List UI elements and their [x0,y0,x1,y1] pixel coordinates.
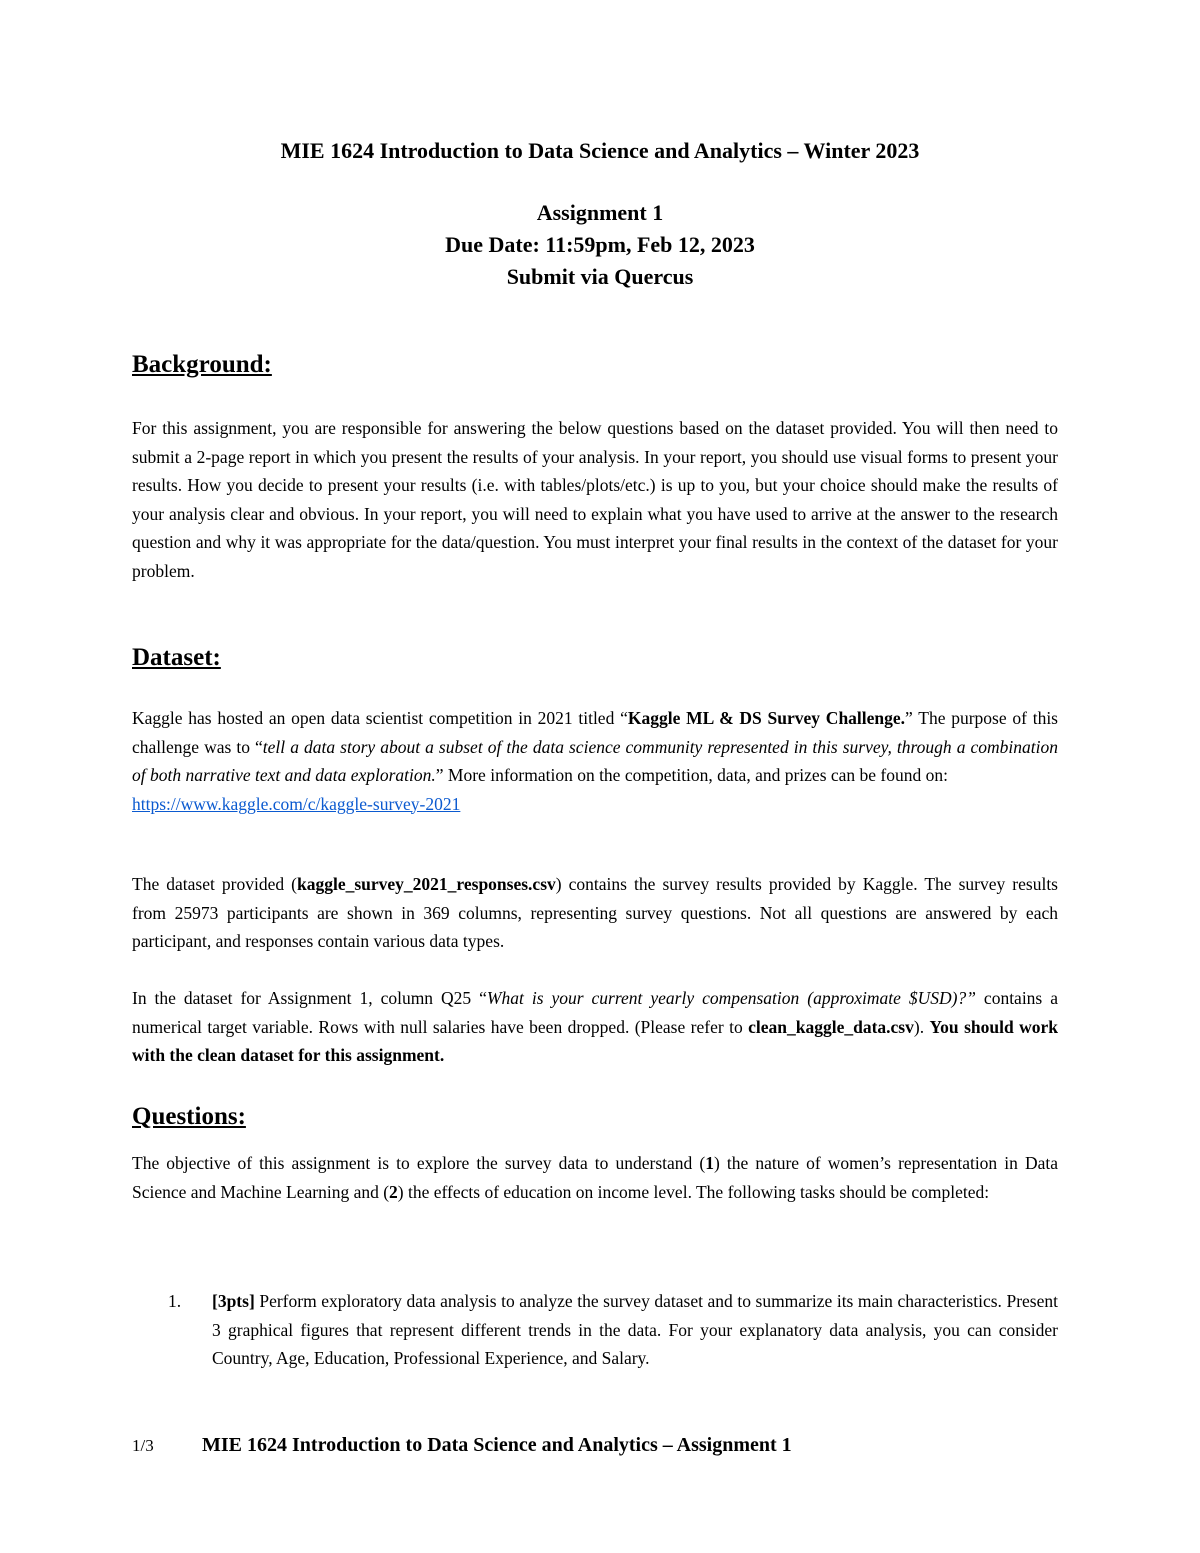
page-number: 1/3 [132,1436,154,1455]
questions-intro-text-b: ) the nature of women’s representation in Data Science and Machine Learning and ( [132,1153,1058,1202]
question-body: Perform exploratory data analysis to analyze the survey dataset and to summarize its main characteristics. Present 3 graphical figures that represent different trends in the data. For your explanatory data analysis, you can consider Country, Age, Education, Professional Experience, and Salary. [212,1291,1058,1368]
dataset-p3-text-b: contains a numerical target variable. Rows with null salaries have been dropped. (Please refer to [132,988,1058,1037]
objective-number-2: 2 [389,1181,398,1202]
dataset-p1-text-c: ” More information on the competition, data, and prizes can be found on: [435,765,948,785]
objective-number-1: 1 [705,1153,714,1173]
questions-intro-text-c: ) the effects of education on income level. The following tasks should be completed: [397,1181,990,1202]
dataset-p1-text-b: ” The purpose of this challenge was to “ [132,708,1058,757]
dataset-p3-text-c: ). [913,1016,930,1037]
clean-dataset-instruction: You should work with the clean dataset for this assignment. [132,1016,1058,1065]
dataset-p2-text-a: The dataset provided ( [132,874,297,894]
dataset-paragraph-2 [132,870,1058,956]
assignment-label: Assignment 1 [536,200,664,225]
question-number: 1. [168,1291,182,1311]
questions-intro [132,1149,1058,1206]
background-paragraph: For this assignment, you are responsible for answering the below questions based on the dataset provided. You will then need to submit a 2-page report in which you present the results of your analysis. In your report, you should use visual forms to present your results. How you decide to present your results (i.e. with tables/plots/etc.) is up to you, but your choice should make the results of your analysis clear and obvious. In your report, you will need to explain what you have used to arrive at the answer to the research question and why it was appropriate for the data/question. You must interpret your final results in the context of the dataset for your problem. [132,418,1058,581]
dataset-paragraph-3 [132,984,1058,1070]
dataset-p3-text-a: In the dataset for Assignment 1, column Q25 “ [132,988,487,1008]
dataset-p1-text-a: Kaggle has hosted an open data scientist competition in 2021 titled “ [132,708,628,728]
submission-note: Submit via Quercus [506,264,694,289]
q25-quote: What is your current yearly compensation (approximate $USD)?” [486,988,976,1008]
document-title: MIE 1624 Introduction to Data Science and Analytics – Winter 2023 [280,138,920,163]
challenge-quote: tell a data story about a subset of the data science community represented in this survey, through a combination of both narrative text and data exploration. [132,736,1058,785]
questions-heading: Questions: [132,1103,246,1130]
question-points: [3pts] [212,1291,255,1311]
dataset-heading: Dataset: [132,644,221,671]
questions-intro-text-a: The objective of this assignment is to explore the survey data to understand ( [132,1153,706,1173]
due-date: Due Date: 11:59pm, Feb 12, 2023 [445,232,755,257]
responses-filename: kaggle_survey_2021_responses.csv [296,874,556,894]
question-text [212,1287,1058,1373]
clean-filename: clean_kaggle_data.csv [748,1016,914,1037]
kaggle-survey-link[interactable]: https://www.kaggle.com/c/kaggle-survey-2021 [132,793,461,814]
dataset-paragraph-1 [132,704,1058,818]
background-heading: Background: [132,351,272,378]
footer-title: MIE 1624 Introduction to Data Science and Analytics – Assignment 1 [202,1434,792,1456]
dataset-p2-text-b: ) contains the survey results provided by Kaggle. The survey results from 25973 participants are shown in 369 columns, representing survey questions. Not all questions are answered by each participant, and responses contain various data types. [132,874,1058,951]
challenge-name: Kaggle ML & DS Survey Challenge. [627,708,906,728]
